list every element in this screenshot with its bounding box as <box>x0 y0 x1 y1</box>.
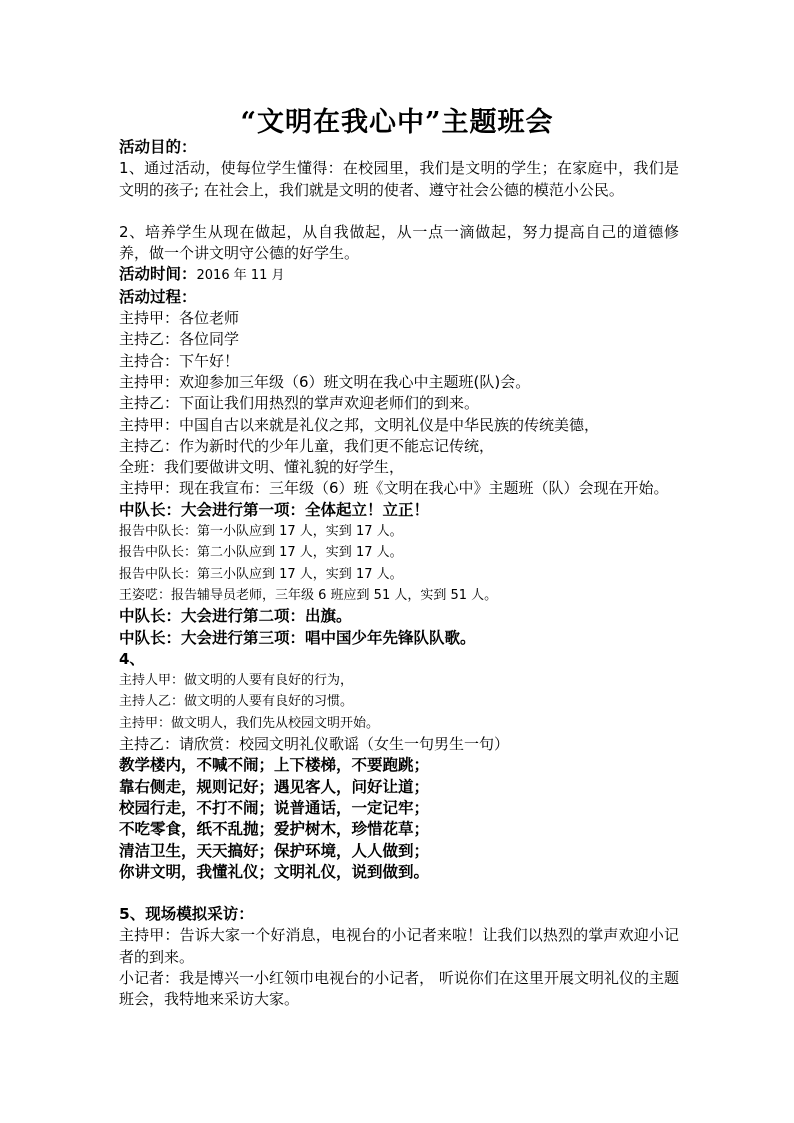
dialogue-line: 主持甲：各位老师 <box>119 309 240 328</box>
dialogue-line: 主持合：下午好！ <box>119 351 240 370</box>
section-4-heading: 4、 <box>119 649 145 668</box>
section-4-line: 主持乙：请欣赏：校园文明礼仪歌谣（女生一句男生一句） <box>119 735 510 754</box>
report-line: 报告中队长：第一小队应到 17 人，实到 17 人。 <box>119 524 403 540</box>
section-5-paragraph-2: 小记者：我是博兴一小红领巾电视台的小记者， 听说你们在这里开展文明礼仪的主题班会，我特地来采访大家。 <box>119 968 679 1009</box>
purpose-heading: 活动目的： <box>119 138 197 156</box>
dialogue-line: 主持乙：各位同学 <box>119 330 240 349</box>
dialogue-line: 主持乙：下面让我们用热烈的掌声欢迎老师们的到来。 <box>119 394 480 413</box>
agenda-item-2: 中队长：大会进行第二项：出旗。 <box>119 607 352 626</box>
dialogue-line: 主持乙：作为新时代的少年儿童，我们更不能忘记传统， <box>119 436 495 455</box>
activity-time <box>119 264 679 286</box>
dialogue-line: 主持甲：中国自古以来就是礼仪之邦，文明礼仪是中华民族的传统美德， <box>119 415 600 434</box>
section-4-line: 主持人乙：做文明的人要有良好的习惯。 <box>119 694 354 710</box>
agenda-item-3: 中队长：大会进行第三项：唱中国少年先锋队队歌。 <box>119 628 476 647</box>
rhyme-line: 你讲文明，我懂礼仪；文明礼仪，说到做到。 <box>119 862 430 881</box>
section-5-paragraph-1: 主持甲：告诉大家一个好消息，电视台的小记者来啦！让我们以热烈的掌声欢迎小记者的到来。 <box>119 926 679 966</box>
rhyme-line: 不吃零食，纸不乱抛；爱护树木，珍惜花草； <box>119 820 430 839</box>
rhyme-line: 清洁卫生，天天搞好；保护环境，人人做到； <box>119 841 430 860</box>
rhyme-line: 靠右侧走，规则记好；遇见客人，问好让道； <box>119 777 430 796</box>
page-title: “文明在我心中”主题班会 <box>240 107 554 138</box>
document-body <box>119 137 679 1011</box>
spacer <box>119 201 679 222</box>
purpose-paragraph-2: 2、培养学生从现在做起，从自我做起，从一点一滴做起，努力提高自己的道德修养，做一个讲文明守公德的好学生。 <box>119 222 679 263</box>
time-value: 2016 年 11 月 <box>196 268 285 284</box>
section-5-heading: 5、现场模拟采访： <box>119 905 254 924</box>
dialogue-line: 主持甲：欢迎参加三年级（6）班文明在我心中主题班(队)会。 <box>119 372 531 391</box>
rhyme-line: 校园行走，不打不闹；说普通话，一定记牢； <box>119 798 430 817</box>
section-4-line: 主持人甲：做文明的人要有良好的行为， <box>119 673 354 689</box>
report-line: 王姿呓：报告辅导员老师，三年级 6 班应到 51 人，实到 51 人。 <box>119 587 498 603</box>
spacer <box>119 883 679 904</box>
dialogue-line: 全班：我们要做讲文明、懂礼貌的好学生， <box>119 458 405 477</box>
report-line: 报告中队长：第三小队应到 17 人，实到 17 人。 <box>119 566 403 582</box>
report-line: 报告中队长：第二小队应到 17 人，实到 17 人。 <box>119 545 403 561</box>
process-heading: 活动过程： <box>119 287 197 306</box>
rhyme-line: 教学楼内，不喊不闹；上下楼梯，不要跑跳； <box>119 756 430 775</box>
agenda-item-1: 中队长：大会进行第一项：全体起立！立正！ <box>119 500 430 519</box>
time-label: 活动时间： <box>119 265 197 284</box>
announce-line: 主持甲：现在我宣布：三年级（6）班《文明在我心中》主题班（队）会现在开始。 <box>119 479 669 498</box>
section-4-line: 主持甲：做文明人，我们先从校园文明开始。 <box>119 715 380 731</box>
purpose-paragraph-1: 1、通过活动，使每位学生懂得：在校园里，我们是文明的学生；在家庭中，我们是文明的孩子; 在社会上，我们就是文明的使者、遵守社会公德的模范小公民。 <box>119 159 679 199</box>
